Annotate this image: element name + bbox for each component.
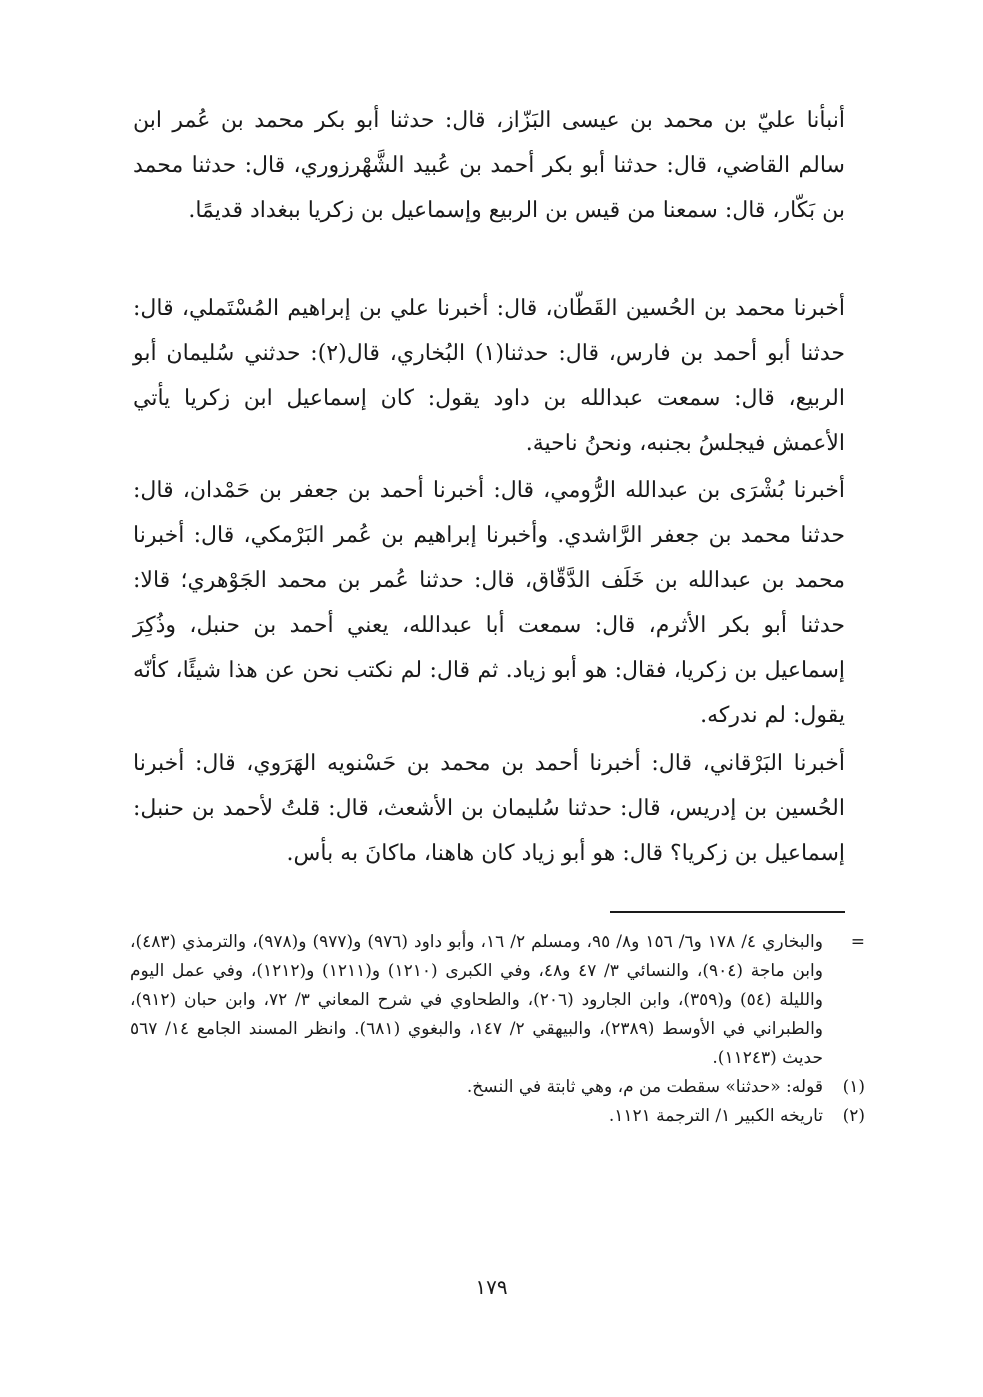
footnote-divider (610, 911, 845, 913)
page-number: ١٧٩ (475, 1275, 508, 1299)
footnote-marker: = (850, 932, 865, 952)
footnote-text: تاريخه الكبير ١/ الترجمة ١١٢١. (608, 1106, 823, 1126)
footnote-marker: (١) (842, 1077, 865, 1097)
footnote-text: قوله: «حدثنا» سقطت من م، وهي ثابتة في النسخ. (466, 1077, 823, 1097)
paragraph-2: أخبرنا محمد بن الحُسين القَطّان، قال: أخبرنا علي بن إبراهيم المُسْتَملي، قال: حدثنا أبو أحمد بن فارس، قال: حدثنا(١) البُخاري، قال(٢): حدثني سُليمان أبو الربيع، قال: سمعت عبدالله بن داود يقول: كان إسماعيل ابن زكريا يأتي الأعمش فيجلسُ بجنبه، ونحنُ ناحية. (133, 296, 845, 456)
paragraph-3: أخبرنا بُشْرَى بن عبدالله الرُّومي، قال: أخبرنا أحمد بن جعفر بن حَمْدان، قال: حدثنا محمد بن جعفر الرَّاشدي. وأخبرنا إبراهيم بن عُمر البَرْمكي، قال: أخبرنا محمد بن عبدالله بن خَلَف الدَّقّاق، قال: حدثنا عُمر بن محمد الجَوْهري؛ قالا: حدثنا أبو بكر الأثرم، قال: سمعت أبا عبدالله، يعني أحمد بن حنبل، وذُكِرَ إسماعيل بن زكريا، فقال: هو أبو زياد. ثم قال: لم نكتب نحن عن هذا شيئًا، كأنّه يقول: لم ندركه. (133, 478, 845, 728)
footnote-1 (130, 1073, 865, 1102)
footnote-2 (130, 1102, 865, 1131)
footnote-marker: (٢) (842, 1106, 865, 1126)
footnotes (130, 928, 865, 1131)
paragraph-4: أخبرنا البَرْقاني، قال: أخبرنا أحمد بن محمد بن حَسْنويه الهَرَوي، قال: أخبرنا الحُسين بن إدريس، قال: حدثنا سُليمان بن الأشعث، قال: قلتُ لأحمد بن حنبل: إسماعيل بن زكريا؟ قال: هو أبو زياد كان هاهنا، ماكانَ به بأس. (133, 751, 845, 866)
paragraph-1: أنبأنا عليّ بن محمد بن عيسى البَزّاز، قال: حدثنا أبو بكر محمد بن عُمر ابن سالم القاضي، قال: حدثنا أبو بكر أحمد بن عُبيد الشَّهْرزوري، قال: حدثنا محمد بن بَكّار، قال: سمعنا من قيس بن الربيع وإسماعيل بن زكريا ببغداد قديمًا. (133, 108, 845, 223)
footnote-continuation (130, 928, 865, 1073)
footnote-text: والبخاري ٤/ ١٧٨ و٦/ ١٥٦ و٨/ ٩٥، ومسلم ٢/ ١٦، وأبو داود (٩٧٦) و(٩٧٧) و(٩٧٨)، والترمذي (٤٨٣)، وابن ماجة (٩٠٤)، والنسائي ٣/ ٤٧ و٤٨، وفي الكبرى (١٢١٠) و(١٢١١) و(١٢١٢)، وفي عمل اليوم والليلة (٥٤) و(٣٥٩)، وابن الجارود (٢٠٦)، والطحاوي في شرح المعاني ٣/ ٧٢، وابن حبان (٩١٢)، والطبراني في الأوسط (٢٣٨٩)، والبيهقي ٢/ ١٤٧، والبغوي (٦٨١). وانظر المسند الجامع ١٤/ ٥٦٧ حديث (١١٢٤٣). (130, 932, 824, 1068)
